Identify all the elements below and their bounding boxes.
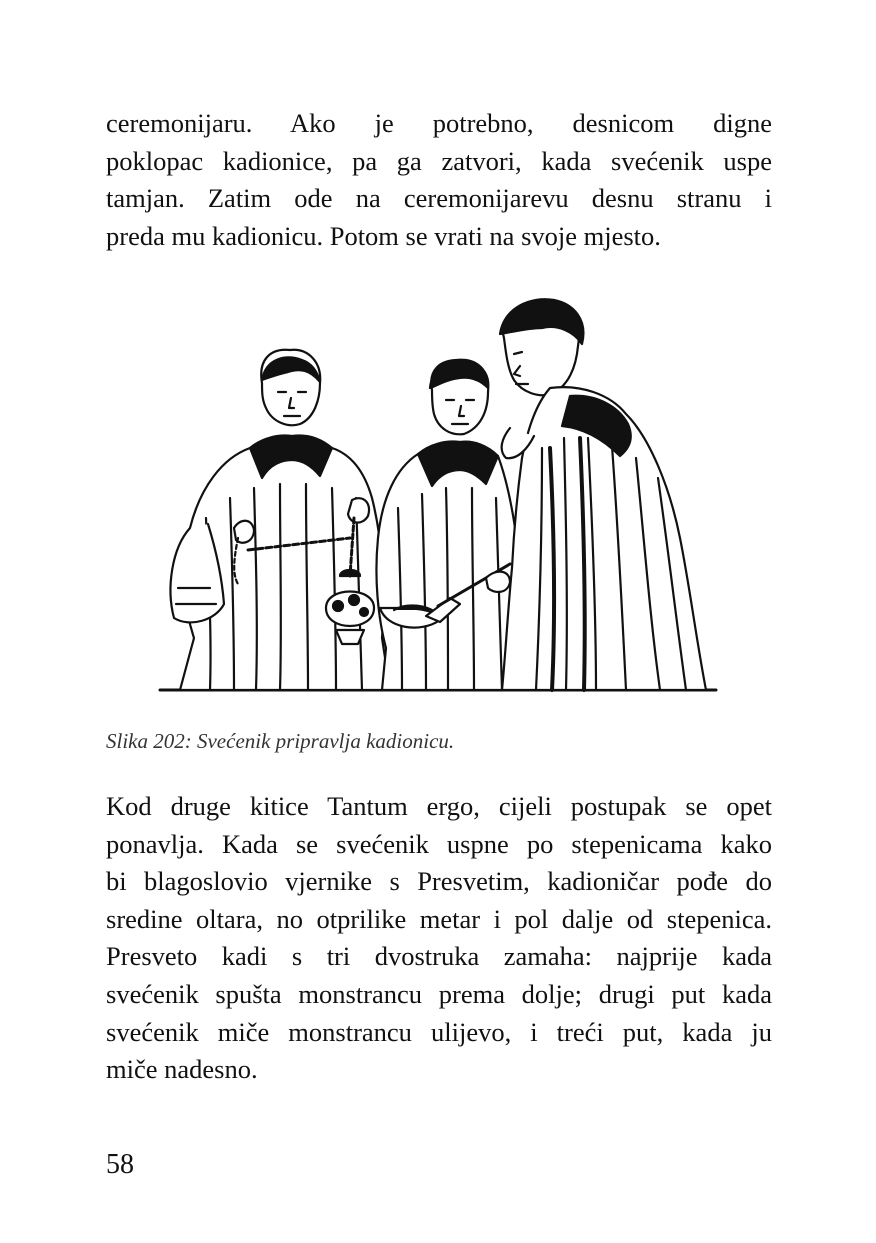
server-middle-figure <box>376 360 522 690</box>
text-line: tamjan. Zatim ode na ceremonijarevu desnu stranu i <box>106 183 772 214</box>
text-line: ceremonijaru. Ako je potrebno, desnicom digne <box>106 108 772 138</box>
text-line: ponavlja. Kada se svećenik uspne po stepenicama kako <box>106 828 772 859</box>
page-number: 58 <box>106 1149 134 1180</box>
text-line: Kod druge kitice Tantum ergo, cijeli postupak se opet <box>106 791 772 821</box>
figure-caption: Slika 202: Svećenik pripravlja kadionicu. <box>106 729 455 753</box>
paragraph-bottom <box>106 788 772 1089</box>
priest-figure <box>500 299 706 690</box>
text-line: sredine oltara, no otprilike metar i pol dalje od stepenica. <box>106 903 772 934</box>
text-line: bi blagoslovio vjernike s Presvetim, kadioničar pođe do <box>106 866 772 897</box>
text-line: svećenik spušta monstrancu prema dolje; drugi put kada <box>106 978 772 1009</box>
text-line: svećenik miče monstrancu ulijevo, i treći put, kada ju <box>106 1016 772 1047</box>
text-line: poklopac kadionice, pa ga zatvori, kada svećenik uspe <box>106 145 772 176</box>
server-left-figure <box>171 350 390 690</box>
text-line: preda mu kadionicu. Potom se vrati na svoje mjesto. <box>106 220 661 251</box>
text-line: miče nadesno. <box>106 1054 258 1085</box>
illustration-altar-servers-and-priest <box>150 288 726 694</box>
paragraph-top <box>106 105 772 255</box>
text-line: Presveto kadi s tri dvostruka zamaha: najprije kada <box>106 941 772 972</box>
